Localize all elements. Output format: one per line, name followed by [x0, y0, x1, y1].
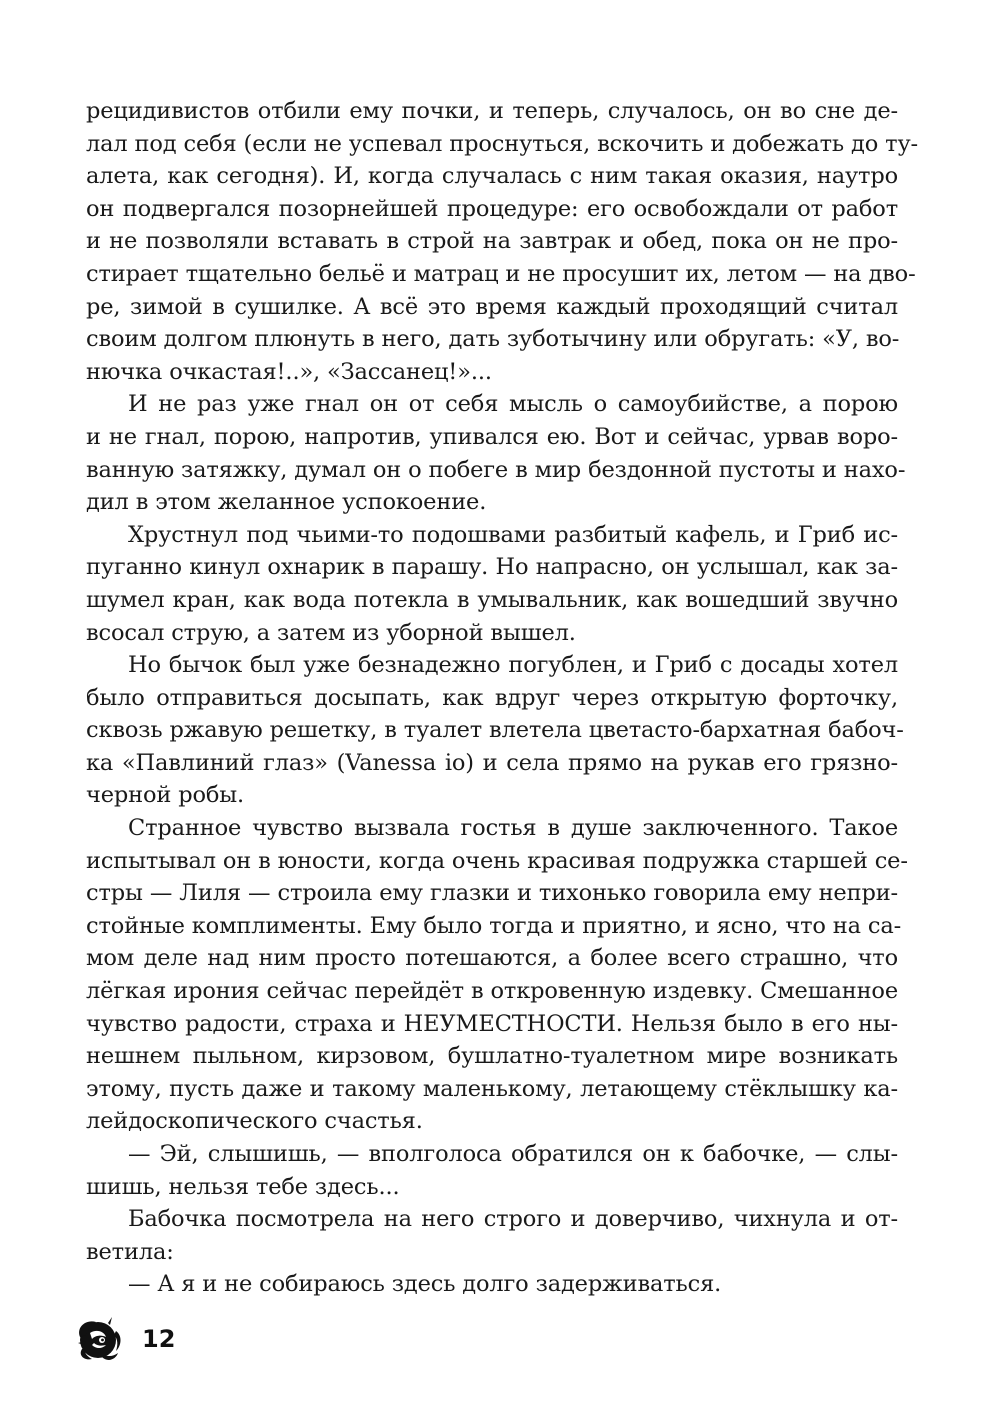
text-line: было отправиться досыпать, как вдруг через открытую форточку, — [86, 684, 898, 711]
text-line: ванную затяжку, думал он о побеге в мир бездонной пустоты и нахо- — [86, 456, 906, 483]
text-line: — Эй, слышишь, — вполголоса обратился он к бабочке, — слы- — [128, 1141, 898, 1167]
text-line: алета, как сегодня). И, когда случалась с ним такая оказия, наутро — [86, 163, 898, 190]
text-line: этому, пусть даже и такому маленькому, летающему стёклышку ка- — [86, 1075, 898, 1102]
text-line: Хрустнул под чьими-то подошвами разбитый кафель, и Гриб ис- — [128, 521, 898, 548]
text-line: — А я и не собираюсь здесь долго задерживаться. — [128, 1271, 722, 1298]
text-line: сквозь ржавую решетку, в туалет влетела цветасто-бархатная бабоч- — [86, 717, 904, 744]
text-line: рецидивистов отбили ему почки, и теперь, случалось, он во сне де- — [86, 98, 898, 124]
text-line: шишь, нельзя тебе здесь... — [86, 1173, 400, 1200]
text-line: лал под себя (если не успевал проснуться, вскочить и добежать до ту- — [86, 130, 918, 157]
paragraph — [86, 388, 906, 518]
page-footer — [72, 1313, 175, 1365]
text-line: мом деле над ним просто потешаются, а более всего страшно, что — [86, 945, 898, 972]
text-line: нючка очкастая!..», «Зассанец!»... — [86, 358, 492, 385]
text-line: стры — Лиля — строила ему глазки и тихонько говорила ему непри- — [86, 880, 898, 907]
text-line: Бабочка посмотрела на него строго и доверчиво, чихнула и от- — [128, 1206, 898, 1233]
text-line: ка «Павлиний глаз» (Vanessa io) и села прямо на рукав его грязно- — [86, 749, 898, 776]
text-line: лёгкая ирония сейчас перейдёт в откровенную издевку. Смешанное — [86, 978, 898, 1005]
text-line: чувство радости, страха и НЕУМЕСТНОСТИ. Нельзя было в его ны- — [86, 1010, 898, 1037]
text-line: черной робы. — [86, 782, 245, 809]
text-line: испытывал он в юности, когда очень красивая подружка старшей се- — [86, 847, 908, 874]
text-line: ветила: — [86, 1238, 174, 1265]
text-line: нешнем пыльном, кирзовом, бушлатно-туалетном мире возникать — [86, 1043, 898, 1070]
paragraph — [86, 1268, 898, 1301]
paragraph — [86, 812, 908, 1138]
text-line: Но бычок был уже безнадежно погублен, и Гриб с досады хотел — [128, 652, 898, 679]
paragraph — [86, 649, 904, 812]
text-line: шумел кран, как вода потекла в умывальник, как вошедший звучно — [86, 586, 898, 613]
dragon-emblem-icon — [72, 1313, 124, 1365]
page-body — [86, 95, 918, 1301]
text-line: дил в этом желанное успокоение. — [86, 489, 487, 516]
paragraph — [86, 95, 918, 388]
text-line: всосал струю, а затем из уборной вышел. — [86, 619, 576, 646]
paragraph — [86, 1203, 898, 1268]
text-line: лейдоскопического счастья. — [86, 1108, 423, 1135]
text-line: и не гнал, порою, напротив, упивался ею. Вот и сейчас, урвав воро- — [86, 423, 898, 450]
text-line: пуганно кинул охнарик в парашу. Но напрасно, он услышал, как за- — [86, 554, 898, 581]
text-line: Странное чувство вызвала гостья в душе заключенного. Такое — [128, 815, 898, 842]
paragraph — [86, 519, 898, 649]
paragraph — [86, 1138, 898, 1203]
text-line: своим долгом плюнуть в него, дать зуботычину или обругать: «У, во- — [86, 326, 900, 353]
text-line: стирает тщательно бельё и матрац и не просушит их, летом — на дво- — [86, 260, 916, 287]
page-number: 12 — [142, 1325, 176, 1353]
text-line: стойные комплименты. Ему было тогда и приятно, и ясно, что на са- — [86, 912, 902, 939]
text-line: он подвергался позорнейшей процедуре: его освобождали от работ — [86, 195, 898, 222]
text-line: и не позволяли вставать в строй на завтрак и обед, пока он не про- — [86, 228, 898, 255]
text-line: И не раз уже гнал он от себя мысль о самоубийстве, а порою — [128, 391, 898, 418]
text-line: ре, зимой в сушилке. А всё это время каждый проходящий считал — [86, 293, 898, 320]
